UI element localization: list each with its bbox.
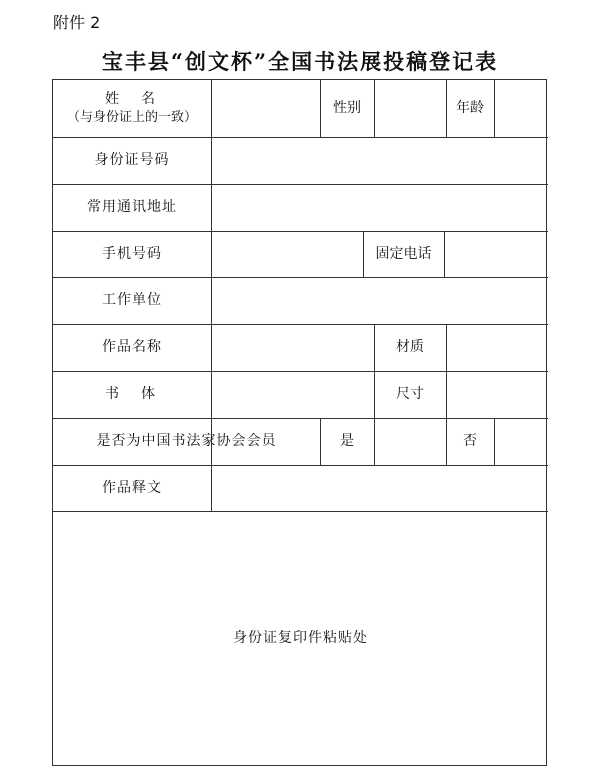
employer-label: 工作单位 <box>102 292 162 309</box>
age-field[interactable] <box>494 80 548 137</box>
yes-checkbox-cell[interactable] <box>374 418 446 465</box>
landline-field[interactable] <box>444 231 548 277</box>
gender-label: 性别 <box>333 100 361 117</box>
size-label: 尺寸 <box>396 386 424 403</box>
material-label: 材质 <box>396 339 424 356</box>
mobile-field[interactable] <box>211 231 363 277</box>
employer-field[interactable] <box>211 277 548 324</box>
id-number-field[interactable] <box>211 137 548 184</box>
member-question-label: 是否为中国书法家协会会员 <box>96 433 277 450</box>
address-field[interactable] <box>211 184 548 231</box>
address-label: 常用通讯地址 <box>87 199 177 216</box>
work-title-field[interactable] <box>211 324 374 371</box>
size-field[interactable] <box>446 371 548 418</box>
id-number-label: 身份证号码 <box>94 152 170 169</box>
script-style-label: 书 体 <box>105 386 159 403</box>
attachment-label: 附件 2 <box>53 13 101 32</box>
name-note: （与身份证上的一致） <box>66 110 197 126</box>
mobile-label: 手机号码 <box>102 245 162 262</box>
work-title-label: 作品名称 <box>102 339 162 356</box>
no-checkbox-cell[interactable] <box>494 418 548 465</box>
name-field[interactable] <box>211 80 320 137</box>
gender-field[interactable] <box>374 80 446 137</box>
transcription-field[interactable] <box>211 465 548 511</box>
transcription-label: 作品释文 <box>102 479 162 496</box>
material-field[interactable] <box>446 324 548 371</box>
form-title: 宝丰县“创文杯”全国书法展投稿登记表 <box>101 49 499 74</box>
landline-label: 固定电话 <box>375 245 432 262</box>
yes-label: 是 <box>340 433 354 450</box>
name-label: 姓 名 <box>105 91 159 108</box>
age-label: 年龄 <box>456 100 484 117</box>
registration-form <box>52 79 547 766</box>
script-style-field[interactable] <box>211 371 374 418</box>
no-label: 否 <box>463 433 477 450</box>
name-label-cell <box>53 80 211 137</box>
id-copy-area: 身份证复印件粘贴处 <box>233 629 368 646</box>
